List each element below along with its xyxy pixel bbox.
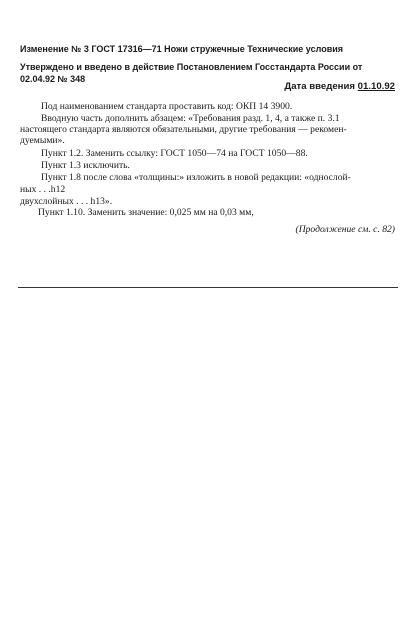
paragraph-item-1-8-line-2: ных . . .h12 [20,184,66,195]
paragraph-item-1-8-line-1: Пункт 1.8 после слова «толщины:» изложить в новой редакции: «однослой- [41,172,351,183]
effective-date-label: Дата введения [284,81,358,92]
approval-date-number: 02.04.92 № 348 [20,74,86,84]
paragraph-intro-line-1: Вводную часть дополнить абзацем: «Требования разд. 1, 4, а также п. 3.1 [41,113,340,124]
change-title [20,44,343,55]
horizontal-rule [18,287,398,288]
paragraph-item-1-2: Пункт 1.2. Заменить ссылку: ГОСТ 1050—74 на ГОСТ 1050—88. [41,148,308,159]
paragraph-intro-line-3: дуемыми». [20,135,65,146]
change-title-suffix: Технические условия [244,44,344,54]
paragraph-intro-line-2: настоящего стандарта являются обязательными, другие требования — рекомен- [20,124,347,135]
continuation-note: (Продолжение см. с. 82) [295,224,395,235]
effective-date-value: 01.10.92 [357,81,395,92]
paragraph-item-1-3: Пункт 1.3 исключить. [41,160,130,171]
paragraph-item-1-10: Пункт 1.10. Заменить значение: 0,025 мм на 0,03 мм, [38,207,254,218]
effective-date [284,81,395,92]
paragraph-code: Под наименованием стандарта проставить код: ОКП 14 3900. [41,101,293,112]
paragraph-item-1-8-line-3: двухслойных . . . h13». [20,196,113,207]
change-title-main: Изменение № 3 ГОСТ 17316—71 Ножи стружечные [20,44,245,54]
approval-line: Утверждено и введено в действие Постановлением Госстандарта России от [20,62,363,72]
